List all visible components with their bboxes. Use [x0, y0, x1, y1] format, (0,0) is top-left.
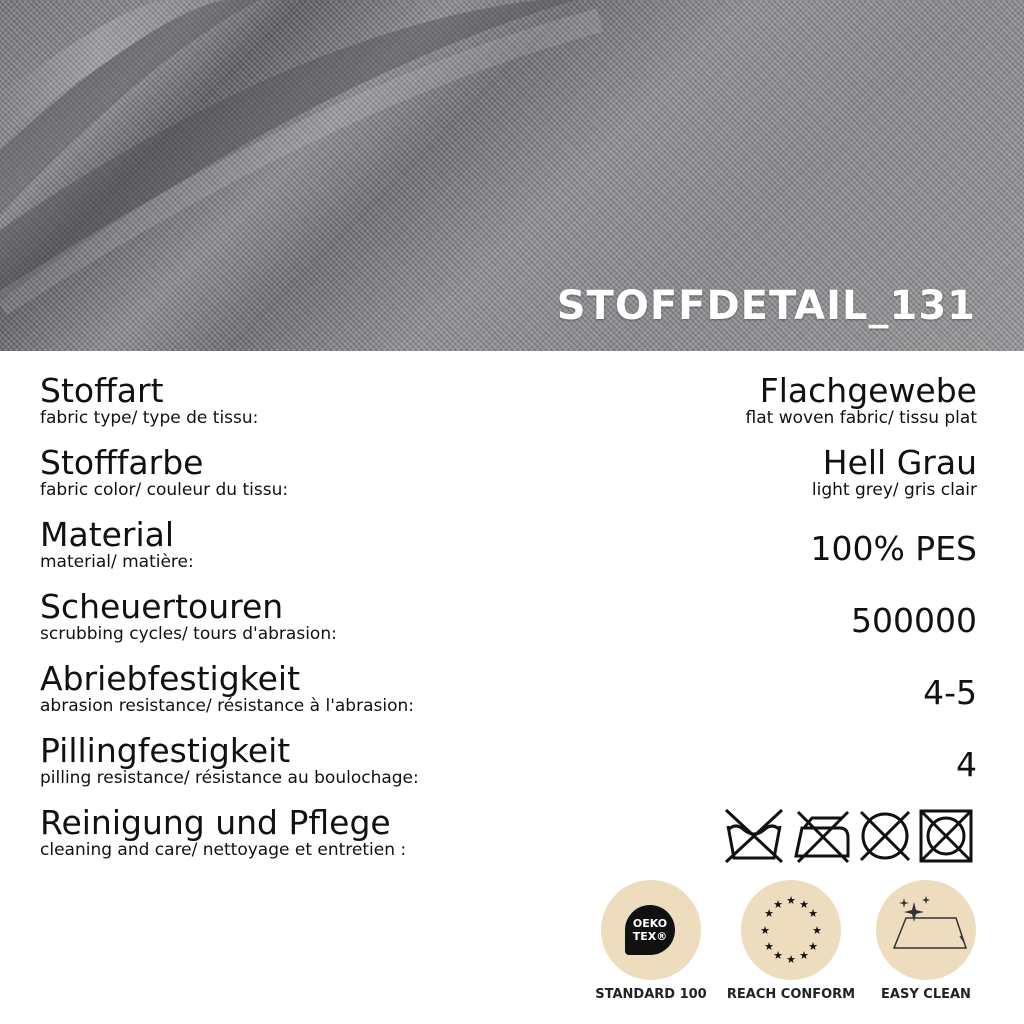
svg-text:★: ★ [773, 949, 783, 962]
spec-value: 4 [956, 745, 977, 784]
sparkle-surface-icon [876, 880, 976, 980]
spec-label: Stoffart [40, 371, 164, 410]
badge-label-reach: REACH CONFORM [726, 987, 856, 1002]
spec-value-translation: light grey/ gris clair [811, 480, 977, 500]
spec-sublabel: material/ matière: [40, 552, 194, 572]
oeko-tex-badge [601, 880, 701, 980]
svg-text:★: ★ [812, 924, 822, 937]
spec-sublabel: cleaning and care/ nettoyage et entretien : [40, 840, 407, 860]
svg-text:★: ★ [799, 949, 809, 962]
spec-label: Pillingfestigkeit [40, 731, 291, 770]
spec-row-material [40, 516, 977, 582]
spec-sublabel: scrubbing cycles/ tours d'abrasion: [40, 624, 337, 644]
spec-row-scrubbing-cycles [40, 588, 977, 654]
spec-value: 100% PES [810, 529, 977, 568]
spec-sublabel: pilling resistance/ résistance au boulochage: [40, 768, 419, 788]
fabric-detail-title: STOFFDETAIL_131 [556, 283, 976, 329]
spec-sublabel: fabric type/ type de tissu: [40, 408, 259, 428]
spec-row-fabric-color [40, 444, 977, 510]
spec-label: Stofffarbe [40, 443, 204, 482]
easy-clean-badge [876, 880, 976, 980]
svg-text:★: ★ [773, 898, 783, 911]
svg-text:★: ★ [808, 940, 818, 953]
svg-text:★: ★ [764, 907, 774, 920]
spec-value: 4-5 [923, 673, 977, 712]
spec-label: Abriebfestigkeit [40, 659, 301, 698]
svg-text:★: ★ [760, 924, 770, 937]
badge-label-standard: STANDARD 100 [595, 987, 707, 1002]
spec-value: Hell Grau [822, 443, 977, 482]
svg-text:★: ★ [764, 940, 774, 953]
oeko-tex-icon [625, 905, 675, 955]
oeko-logo-line1: OEKO [632, 917, 668, 930]
spec-label: Scheuertouren [40, 587, 284, 626]
no-dry-clean-icon [857, 806, 913, 864]
oeko-logo-line2: TEX® [632, 930, 668, 943]
fabric-photo [0, 0, 1024, 351]
reach-badge [741, 880, 841, 980]
spec-label: Reinigung und Pflege [40, 803, 391, 842]
eu-stars-icon [741, 880, 841, 980]
svg-text:★: ★ [786, 894, 796, 907]
no-wash-icon [722, 806, 786, 864]
spec-value: Flachgewebe [759, 371, 977, 410]
no-tumble-dry-icon [917, 806, 975, 864]
spec-sublabel: abrasion resistance/ résistance à l'abrasion: [40, 696, 414, 716]
spec-value-translation: flat woven fabric/ tissu plat [745, 408, 977, 428]
svg-text:★: ★ [799, 898, 809, 911]
spec-label: Material [40, 515, 175, 554]
spec-value: 500000 [851, 601, 977, 640]
spec-sublabel: fabric color/ couleur du tissu: [40, 480, 289, 500]
badge-label-easy-clean: EASY CLEAN [881, 987, 971, 1002]
spec-row-abrasion-resistance [40, 660, 977, 726]
svg-text:★: ★ [808, 907, 818, 920]
spec-row-fabric-type [40, 372, 977, 438]
spec-row-pilling-resistance [40, 732, 977, 798]
svg-text:★: ★ [786, 953, 796, 966]
no-iron-icon [792, 806, 852, 864]
